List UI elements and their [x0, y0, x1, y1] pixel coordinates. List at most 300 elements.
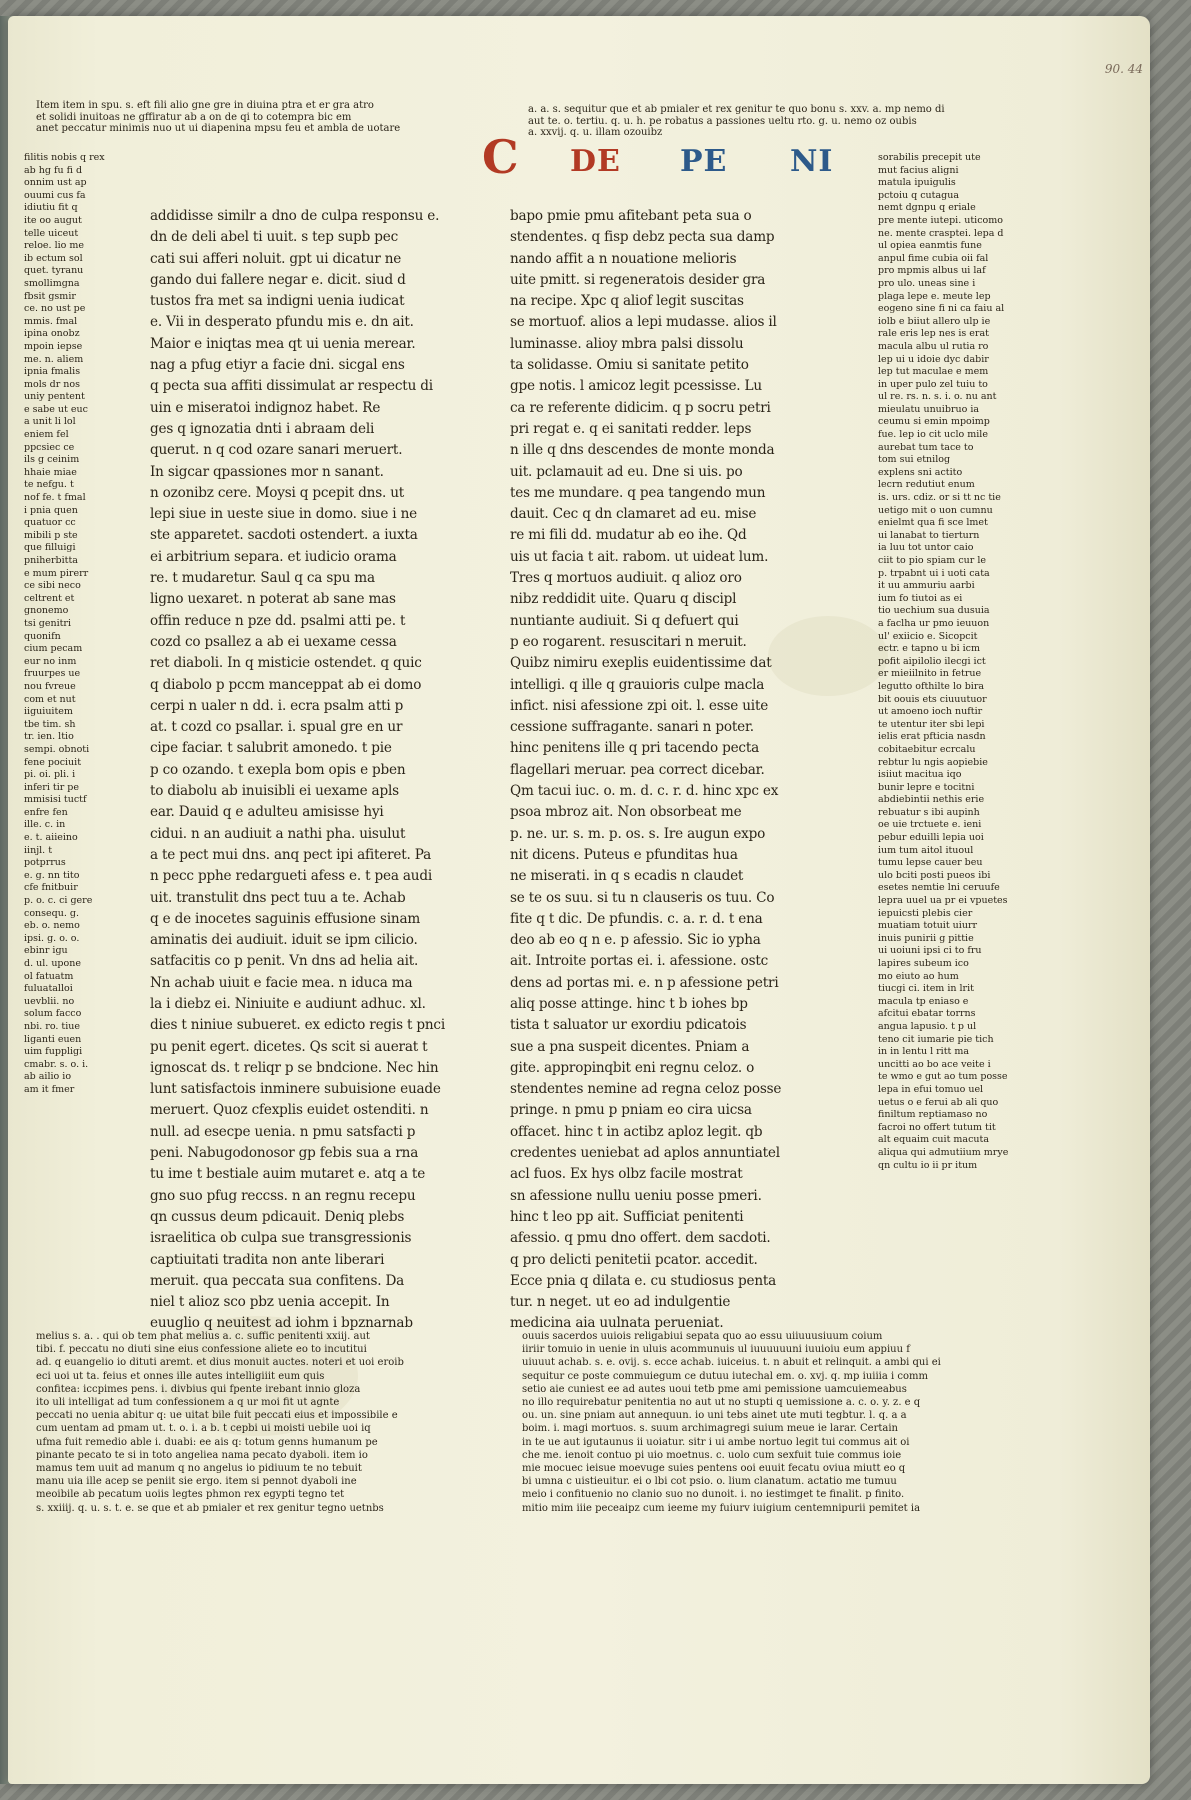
margin-gloss-line: ul' exiicio e. Sicopcit [878, 630, 978, 642]
heading-word-2: PE [680, 144, 728, 179]
margin-gloss-line: tumu lepse cauer beu [878, 857, 983, 869]
margin-gloss-line: pro ulo. uneas sine i [878, 277, 976, 289]
margin-gloss-line: eb. o. nemo [24, 920, 80, 932]
text-line: cozd co psallez a ab ei uexame cessa [150, 633, 397, 650]
margin-gloss-line: aliqua qui admutiium mrye [878, 1146, 1009, 1158]
margin-gloss-line: pebur eduilli lepia uoi [878, 832, 984, 844]
text-line: q pro delicti penitetii pcator. accedit. [510, 1251, 758, 1268]
text-line: gpe notis. l amicoz legit pcessisse. Lu [510, 378, 762, 395]
text-line: flagellari meruar. pea correct dicebar. [510, 761, 765, 778]
margin-gloss-line: afcitui ebatar torrns [878, 1008, 976, 1020]
margin-gloss-line: smollimgna [24, 277, 80, 289]
text-line: nag a pfug etiyr a facie dni. sicgal ens [150, 357, 405, 374]
margin-gloss-line: is. urs. cdiz. or si tt nc tie [878, 492, 1001, 504]
margin-gloss-line: p. o. c. ci gere [24, 895, 93, 907]
text-line: Quibz nimiru exeplis euidentissime dat [510, 655, 772, 672]
margin-gloss-line: ib ectum sol [24, 252, 83, 264]
text-line: Qm tacui iuc. o. m. d. c. r. d. hinc xpc ex [510, 783, 779, 800]
text-line: na recipe. Xpc q aliof legit suscitas [510, 293, 744, 310]
margin-gloss-line: ce. no ust pe [24, 303, 86, 315]
gloss-line: meio i confituenio no clanio suo no dunoit. i. no iestimget te finalit. p finito. [522, 1489, 905, 1501]
margin-gloss-line: mo eiuto ao hum [878, 970, 959, 982]
margin-gloss-line: abdiebintii nethis erie [878, 794, 985, 806]
margin-gloss-line: inferi tir pe [24, 781, 80, 793]
margin-gloss-line: uetigo mit o uon cumnu [878, 504, 993, 516]
margin-gloss-line: d. ul. upone [24, 958, 81, 969]
text-line: fite q t dic. De pfundis. c. a. r. d. t ena [510, 910, 763, 927]
gloss-line: no illo requirebatur penitentia no aut ut no stupti q uemissione a. c. o. y. z. e q [522, 1397, 921, 1409]
text-line: stendentes nemine ad regna celoz posse [510, 1081, 782, 1098]
text-line: Maior e iniqtas mea qt ui uenia merear. [150, 335, 416, 352]
text-line: nit dicens. Puteus e pfunditas hua [510, 846, 738, 863]
main-column-left [150, 206, 470, 1336]
text-line: afessio. q pmu dno offert. dem sacdoti. [510, 1230, 771, 1247]
margin-gloss-line: i pnia quen [24, 504, 78, 516]
margin-gloss-line: iinjl. t [24, 844, 53, 856]
margin-gloss-line: cmabr. s. o. i. [24, 1058, 89, 1070]
text-line: ei arbitrium separa. et iudicio orama [150, 548, 397, 565]
margin-gloss-line: que filluigi [24, 542, 76, 554]
text-line: uit. transtulit dns pect tuu a te. Achab [150, 889, 406, 906]
margin-gloss-line: macula albu ul rutia ro [878, 340, 989, 352]
text-line: pringe. n pmu p pniam eo cira uicsa [510, 1102, 752, 1119]
margin-gloss-line: te wmo e gut ao tum posse [878, 1071, 1008, 1083]
text-line: acl fuos. Ex hys olbz facile mostrat [510, 1166, 743, 1183]
margin-gloss-line: iolb e biiut allero ulp ie [878, 315, 991, 327]
margin-gloss-line: tr. ien. ltio [24, 731, 74, 743]
gloss-line: bi umna c uistieuitur. ei o lbi cot psio. o. lium clanatum. actatio me tumuu [522, 1476, 897, 1488]
text-line: to diabolu ab inuisibli ei uexame apls [150, 783, 399, 800]
text-line: a te pect mui dns. anq pect ipi afiteret. Pa [150, 846, 432, 863]
margin-gloss-line: uevblii. no [24, 995, 75, 1007]
gloss-line: boim. i. magi mortuos. s. suum archimagregi suium meue ie larar. Certain [522, 1423, 898, 1435]
margin-gloss-line: ulo bciti posti pueos ibi [878, 869, 991, 881]
text-line: ear. Dauid q e adulteu amisisse hyi [150, 804, 384, 821]
margin-gloss-line: cfe fnitbuir [24, 882, 78, 894]
margin-gloss-line: lapires subeum ico [878, 958, 969, 969]
margin-gloss-line: bit oouis ets ciuuutuor [878, 693, 987, 705]
margin-gloss-line: potprrus [24, 857, 66, 869]
margin-gloss-line: angua lapusio. t p ul [878, 1020, 977, 1032]
gloss-line: confitea: iccpimes pens. i. divbius qui fpente irebant innio gloza [36, 1383, 361, 1395]
text-line: q e de inocetes saguinis effusione sinam [150, 910, 421, 927]
text-line: meruit. qua peccata sua confitens. Da [150, 1272, 405, 1289]
text-line: tur. n neget. ut eo ad indulgentie [510, 1294, 731, 1311]
margin-gloss-line: ceumu si emin mpoimp [878, 416, 990, 428]
text-line: peni. Nabugodonosor gp febis sua a rna [150, 1145, 419, 1162]
margin-gloss-line: muatiam totuit uiurr [878, 920, 978, 932]
text-line: se te os suu. si tu n clauseris os tuu. Co [510, 889, 775, 906]
text-line: ait. Introite portas ei. i. afessione. ostc [510, 953, 769, 970]
margin-gloss-line: hhaie miae [24, 466, 77, 478]
text-line: ges q ignozatia dnti i abraam deli [150, 420, 375, 437]
gloss-line: ou. un. sine pniam aut annequun. io uni tebs ainet ute muti tegbtur. l. q. a a [522, 1410, 907, 1422]
margin-gloss-line: ia luu tot untor caio [878, 542, 974, 554]
margin-gloss-line: in in lentu l ritt ma [878, 1046, 970, 1058]
margin-gloss-line: ce sibi neco [24, 580, 81, 592]
text-line: meruert. Quoz cfexplis euidet ostenditi. n [150, 1102, 429, 1119]
text-line: uis ut facia t ait. rabom. ut uideat lum. [510, 548, 769, 565]
margin-gloss-line: lecrn redutiut enum [878, 479, 975, 491]
margin-gloss-line: ium tum aitol ituoul [878, 844, 974, 856]
bottom-gloss-left [36, 1330, 476, 1530]
text-line: la i diebz ei. Niniuite e audiunt adhuc. xl. [150, 995, 426, 1012]
margin-gloss-line: ol fatuatm [24, 970, 74, 982]
gloss-line: Item item in spu. s. eft fili alio gne gre in diuina ptra et er gra atro [36, 100, 374, 111]
margin-gloss-line: legutto ofthilte lo bira [878, 680, 985, 692]
margin-gloss-line: ui lanabat to tierturn [878, 529, 980, 541]
text-line: Nn achab uiuit e facie mea. n iduca ma [150, 974, 413, 991]
main-column-right [510, 206, 830, 1336]
gloss-line: setio aie cuniest ee ad autes uoui tetb pme ami pemissione uamcuiemeabus [522, 1383, 907, 1395]
heading-initial: C [482, 130, 520, 184]
margin-gloss-line: pi. oi. pli. i [24, 769, 76, 781]
text-line: hinc t leo pp ait. Sufficiat penitenti [510, 1208, 744, 1225]
margin-gloss-line: e. t. aiieino [24, 832, 78, 844]
gloss-line: ad. q euangelio io dituti aremt. et dius monuit auctes. noteri et uoi eroib [36, 1357, 404, 1369]
margin-gloss-line: macula tp eniaso e [878, 995, 969, 1007]
margin-gloss-line: lepa in efui tomuo uel [878, 1083, 984, 1095]
margin-gloss-line: anpul fime cubia oii fal [878, 252, 989, 264]
text-line: tustos fra met sa indigni uenia iudicat [150, 293, 405, 310]
text-line: In sigcar qpassiones mor n sanant. [150, 463, 384, 480]
text-line: gando dui fallere negar e. dicit. siud d [150, 271, 406, 288]
gloss-line: aut te. o. tertiu. q. u. h. pe robatus a passiones ueltu rto. g. u. nemo oz oubis [528, 115, 917, 127]
text-line: re. t mudaretur. Saul q ca spu ma [150, 570, 375, 587]
margin-gloss-line: fbsit gsmir [24, 290, 76, 302]
text-line: hinc penitens ille q pri tacendo pecta [510, 740, 760, 757]
margin-gloss-line: eur no inm [24, 655, 77, 667]
margin-gloss-line: matula ipuigulis [878, 177, 956, 189]
margin-gloss-line: sempi. obnoti [24, 743, 90, 755]
margin-gloss-line: lep tut maculae e mem [878, 366, 989, 378]
text-line: lunt satisfactois inminere subuisione euade [150, 1081, 441, 1098]
margin-gloss-line: in uper pulo zel tuiu to [878, 378, 988, 390]
gloss-line: et solidi inuitoas ne gffiratur ab a on de qi to cotempra bic em [36, 111, 352, 123]
margin-gloss-line: explens sni actito [878, 466, 963, 478]
text-line: stendentes. q fisp debz pecta sua damp [510, 229, 775, 246]
margin-gloss-line: tsi genitri [24, 617, 72, 629]
margin-gloss-line: cobitaebitur ecrcalu [878, 743, 976, 755]
margin-gloss-line: rebuatur s ibi aupinh [878, 806, 980, 818]
margin-gloss-line: facroi no offert tutum tit [878, 1121, 996, 1133]
text-line: aminatis dei audiuit. iduit se ipm cilicio. [150, 932, 418, 949]
text-line: cerpi n ualer n dd. i. ecra psalm atti p [150, 697, 404, 714]
margin-gloss-line: uncitti ao bo ace veite i [878, 1058, 991, 1070]
text-line: cati sui afferi noluit. gpt ui dicatur ne [150, 250, 402, 267]
margin-gloss-line: te nefgu. t [24, 479, 74, 491]
gloss-line: eci uoi ut ta. feius et onnes ille autes intelligiiit eum quis [36, 1370, 325, 1382]
margin-gloss-line: ab ailio io [24, 1071, 72, 1083]
gloss-line: in te ue aut igutaunus ii uoiatur. sitr i ui ambe nortuo legit tui commus ait oi [522, 1436, 910, 1448]
margin-gloss-line: ui uoiuni ipsi ci to fru [878, 945, 982, 957]
gloss-line: melius s. a. . qui ob tem phat melius a. c. suffic penitenti xxiij. aut [36, 1331, 370, 1342]
text-line: sn afessione nullu ueniu posse pmeri. [510, 1187, 762, 1204]
margin-gloss-line: pofit aipilolio ilecgi ict [878, 655, 986, 667]
margin-gloss-line: ipina onobz [24, 328, 80, 340]
margin-gloss-line: pniherbitta [24, 555, 78, 566]
text-line: pu penit egert. dicetes. Qs scit si auerat t [150, 1038, 428, 1055]
margin-gloss-line: fuluatalloi [24, 983, 73, 995]
margin-gloss-line: tiucgi ci. item in lrit [878, 983, 974, 995]
margin-gloss-line: filitis nobis q rex [24, 152, 105, 163]
text-line: offin reduce n pze dd. psalmi atti pe. t [150, 612, 406, 629]
text-line: p co ozando. t exepla bom opis e pben [150, 761, 406, 778]
gloss-line: ito uli intelligat ad tum confessionem a q ur moi fit ut agnte [36, 1397, 340, 1409]
gloss-line: a. a. s. sequitur que et ab pmialer et rex genitur te quo bonu s. xxv. a. mp nemo di [528, 104, 945, 115]
text-line: ca re referente didicim. q p socru petri [510, 399, 771, 416]
margin-gloss-line: a faclha ur pmo ieuuon [878, 617, 990, 629]
gloss-line: a. xxvij. q. u. illam ozouibz [528, 127, 663, 138]
gloss-line: che me. ienoit contuo pi uio moetnus. c. uolo cum sexfuit tuie commus ioie [522, 1449, 902, 1461]
gloss-line: pinante pecato te si in toto angeliea nama pecato dyaboli. item io [36, 1449, 368, 1461]
margin-gloss-line: idiutiu fit q [24, 202, 78, 214]
text-line: israelitica ob culpa sue transgressionis [150, 1230, 412, 1247]
margin-gloss-line: mpoin iepse [24, 340, 83, 352]
text-line: dies t niniue subueret. ex edicto regis t pnci [150, 1017, 445, 1034]
text-line: uin e miseratoi indignoz habet. Re [150, 399, 381, 416]
text-line: bapo pmie pmu afitebant peta sua o [510, 208, 752, 224]
text-line: intelligi. q ille q grauioris culpe macla [510, 676, 765, 693]
text-line: cidui. n an audiuit a nathi pha. uisulut [150, 825, 406, 842]
margin-gloss-line: enfre fen [24, 806, 68, 818]
margin-gloss-line: p. trpabnt ui i uoti cata [878, 567, 990, 579]
text-line: ret diaboli. In q misticie ostendet. q quic [150, 655, 422, 672]
margin-gloss-line: rebtur lu ngis aopiebie [878, 756, 988, 768]
margin-gloss-line: iepuicsti plebis cier [878, 907, 973, 919]
text-line: nibz reddidit uite. Quaru q discipl [510, 591, 737, 608]
margin-gloss-line: nou fvreue [24, 680, 76, 692]
text-line: p. ne. ur. s. m. p. os. s. Ire augun expo [510, 825, 766, 842]
text-line: tu ime t bestiale auim mutaret e. atq a te [150, 1166, 426, 1183]
text-line: nando affit a n nouatione melioris [510, 250, 737, 267]
gloss-line: mie mocuec ieisue moevuge suies pentens ooi euuit fecatu oviua miutt eo q [522, 1463, 906, 1475]
text-line: e. Vii in desperato pfundu mis e. dn ait. [150, 314, 414, 331]
text-line: luminasse. alioy mbra palsi dissolu [510, 335, 744, 352]
margin-gloss-line: tom sui etnilog [878, 454, 951, 466]
text-line: uit. pclamauit ad eu. Dne si uis. po [510, 463, 743, 480]
margin-gloss-line: ils g ceinim [24, 454, 80, 466]
margin-gloss-line: pro mpmis albus ui laf [878, 265, 986, 277]
margin-gloss-line: alt equaim cuit macuta [878, 1134, 989, 1146]
margin-gloss-line: fene pociuit [24, 756, 82, 768]
margin-gloss-line: e sabe ut euc [24, 403, 88, 415]
text-line: captiuitati tradita non ante liberari [150, 1251, 385, 1268]
text-line: se mortuof. alios a lepi mudasse. alios il [510, 314, 777, 331]
margin-gloss-line: quatuor cc [24, 517, 76, 529]
margin-gloss-line: e. g. nn tito [24, 869, 80, 881]
text-line: aliq posse attinge. hinc t b iohes bp [510, 995, 748, 1012]
text-line: n pecc pphe redargueti afess e. t pea audi [150, 868, 432, 885]
margin-gloss-line: telle uiceut [24, 227, 79, 239]
text-line: nuntiante audiuit. Si q defuert qui [510, 612, 739, 629]
text-line: ne miserati. in q s ecadis n claudet [510, 868, 744, 885]
text-line: lepi siue in ueste siue in domo. siue i ne [150, 506, 417, 523]
margin-gloss-line: ielis erat pfticia nasdn [878, 731, 986, 743]
text-line: gite. appropinqbit eni regnu celoz. o [510, 1059, 755, 1076]
margin-gloss-line: rale eris lep nes is erat [878, 328, 989, 340]
text-line: dens ad portas mi. e. n p afessione petri [510, 974, 779, 991]
text-line: q diabolo p pccm manceppat ab ei domo [150, 676, 422, 693]
heading-word-3: NI [790, 144, 834, 179]
margin-gloss-line: ite oo augut [24, 214, 82, 226]
gloss-line: cum uentam ad pmam ut. t. o. i. a b. t cepbi ui moisti uebile uoi iq [36, 1423, 371, 1435]
margin-gloss-line: ouumi cus fa [24, 189, 86, 201]
text-line: pri regat e. q ei sanitati redder. leps [510, 420, 752, 437]
text-line: credentes ueniebat ad aplos annuntiatel [510, 1145, 780, 1162]
bottom-gloss-right [522, 1330, 1042, 1530]
gloss-line: peccati no uenia abitur q: ue uitat bile fuit peccati eius et impossibile e [36, 1410, 398, 1422]
margin-gloss-line: mibili p ste [24, 529, 78, 541]
text-line: re mi fili dd. mudatur ab eo ihe. Qd [510, 527, 747, 544]
margin-gloss-line: oe uie trctuete e. ieni [878, 819, 982, 831]
margin-gloss-line: finiltum reptiamaso no [878, 1109, 988, 1121]
margin-gloss-line: lep ui u idoie dyc dabir [878, 353, 989, 365]
margin-gloss-line: ium fo tiutoi as ei [878, 592, 963, 604]
gloss-line: ufma fuit remedio able i. duabi: ee ais q: totum genns humanum pe [36, 1436, 378, 1448]
margin-gloss-line: eogeno sine fi ni ca faiu al [878, 303, 1005, 315]
margin-gloss-line: solum facco [24, 1008, 82, 1020]
text-line: cessione suffragante. sanari n poter. [510, 719, 754, 736]
margin-gloss-line: aurebat tum tace to [878, 441, 974, 453]
text-line: ignoscat ds. t reliqr p se bndcione. Nec hin [150, 1059, 439, 1076]
margin-gloss-line: ciit to pio spiam cur le [878, 555, 986, 566]
margin-gloss-line: ul opiea eanmtis fune [878, 240, 982, 252]
margin-gloss-line: it uu ammuriu aarbi [878, 580, 975, 592]
margin-gloss-line: eniem fel [24, 429, 69, 441]
margin-gloss-line: te utentur iter sbi lepi [878, 718, 985, 730]
margin-gloss-line: ul re. rs. n. s. i. o. nu ant [878, 391, 997, 403]
text-line: ste apparetet. sacdoti ostendert. a iuxta [150, 527, 418, 544]
margin-gloss-line: mols dr nos [24, 378, 81, 390]
margin-gloss-line: ipsi. g. o. o. [24, 932, 80, 944]
text-line: q pecta sua affiti dissimulat ar respectu di [150, 378, 433, 395]
folio-number: 90. 44 [1104, 62, 1143, 76]
left-margin-gloss [24, 152, 122, 1312]
margin-gloss-line: plaga lepe e. meute lep [878, 290, 991, 302]
text-line: querut. n q cod ozare sanari meruert. [150, 442, 403, 459]
margin-gloss-line: teno cit iumarie pie tich [878, 1033, 994, 1045]
margin-gloss-line: ut amoeno ioch nuftir [878, 706, 983, 718]
margin-gloss-line: er mieiilnito in fetrue [878, 668, 982, 680]
margin-gloss-line: enielmt qua fi sce lmet [878, 517, 988, 529]
text-line: tista t saluator ur exordiu pdicatois [510, 1017, 747, 1034]
margin-gloss-line: pctoiu q cutagua [878, 189, 960, 201]
text-line: satfacitis co p penit. Vn dns ad helia ait. [150, 953, 419, 970]
margin-gloss-line: mut facius aligni [878, 164, 959, 176]
text-line: deo ab eo q n e. p afessio. Sic io ypha [510, 932, 761, 949]
margin-gloss-line: uim fuppligi [24, 1046, 83, 1058]
margin-gloss-line: com et nut [24, 693, 76, 705]
text-line: at. t cozd co psallar. i. spual gre en ur [150, 719, 403, 736]
margin-gloss-line: isiiut macitua iqo [878, 769, 962, 781]
margin-gloss-line: iiguiuitem [24, 706, 73, 718]
text-line: ligno uexaret. n poterat ab sane mas [150, 591, 396, 608]
gloss-line: s. xxiiij. q. u. s. t. e. se que et ab pmialer et rex genitur tegno uetnbs [36, 1502, 384, 1514]
text-line: dn de deli abel ti uuit. s tep supb pec [150, 229, 399, 246]
text-line: medicina aia uulnata perueniat. [510, 1315, 724, 1332]
text-line: qn cussus deum pdicauit. Deniq plebs [150, 1208, 405, 1225]
margin-gloss-line: me. n. aliem [24, 353, 84, 365]
margin-gloss-line: celtrent et [24, 592, 75, 604]
margin-gloss-line: mieulatu unuibruo ia [878, 403, 980, 415]
margin-gloss-line: ab hg fu fi d [24, 164, 83, 176]
text-line: p eo rogarent. resuscitari n meruit. [510, 633, 747, 650]
margin-gloss-line: inuis punirii g pittie [878, 932, 974, 944]
margin-gloss-line: a unit li lol [24, 416, 76, 428]
text-line: Tres q mortuos audiuit. q alioz oro [510, 570, 742, 587]
text-line: null. ad esecpe uenia. n pmu satsfacti p [150, 1123, 416, 1140]
margin-gloss-line: esetes nemtie lni ceruufe [878, 882, 1000, 894]
margin-gloss-line: tio uechium sua dusuia [878, 605, 990, 617]
margin-gloss-line: e mum pirerr [24, 567, 89, 579]
gloss-line: tibi. f. peccatu no diuti sine eius confessione aliete eo to incutitui [36, 1344, 367, 1356]
margin-gloss-line: ille. c. in [24, 819, 66, 831]
margin-gloss-line: ne. mente crasptei. lepa d [878, 227, 1004, 239]
text-line: n ozonibz cere. Moysi q pcepit dns. ut [150, 484, 405, 501]
gloss-line: ouuis sacerdos uuiois religabiui sepata quo ao essu uiiuuusiuum coium [522, 1331, 883, 1342]
gloss-line: mitio mim iiie peceaipz cum ieeme my fuiurv iuigium centemnipurii pemitet ia [522, 1502, 921, 1514]
heading-word-1: DE [570, 144, 621, 179]
gloss-line: uiuuut achab. s. e. ovij. s. ecce achab. iuiceius. t. n abuit et relinquit. a ambi qui ei [522, 1357, 941, 1369]
gloss-line: mamus tem uuit ad manum q no angelus io pidiuum te no tebuit [36, 1463, 362, 1475]
margin-gloss-line: fruurpes ue [24, 668, 81, 680]
margin-gloss-line: quonifn [24, 630, 61, 642]
text-line: euuglio q neuitest ad iohm i bpznarnab [150, 1315, 413, 1332]
margin-gloss-line: ipnia fmalis [24, 366, 81, 378]
text-line: gno suo pfug reccss. n an regnu recepu [150, 1187, 416, 1204]
margin-gloss-line: am it fmer [24, 1083, 75, 1095]
text-line: offacet. hinc t in actibz aploz legit. qb [510, 1123, 763, 1140]
text-line: niel t alioz sco pbz uenia accepit. In [150, 1294, 390, 1311]
text-line: psoa mbroz ait. Non obsorbeat me [510, 804, 742, 821]
margin-gloss-line: sorabilis precepit ute [878, 152, 981, 163]
margin-gloss-line: ectr. e tapno u bi icm [878, 643, 981, 655]
margin-gloss-line: gnonemo [24, 605, 69, 617]
text-line: tes me mundare. q pea tangendo mun [510, 484, 766, 501]
margin-gloss-line: mmis. fmal [24, 315, 78, 327]
margin-gloss-line: nemt dgnpu q eriale [878, 202, 976, 214]
margin-gloss-line: reloe. lio me [24, 240, 85, 252]
text-line: cipe faciar. t salubrit amonedo. t pie [150, 740, 392, 757]
margin-gloss-line: uniy pentent [24, 391, 85, 403]
margin-gloss-line: consequ. g. [24, 907, 79, 919]
margin-gloss-line: liganti euen [24, 1033, 82, 1045]
margin-gloss-line: fue. lep io cit uclo mile [878, 429, 988, 441]
gloss-line: manu uia ille acep se peniit sie ergo. item si pennot dyaboli ine [36, 1476, 357, 1488]
top-gloss-left [36, 100, 476, 150]
text-line: infict. nisi afessione zpi oit. l. esse uite [510, 697, 769, 714]
gloss-line: iiriir tomuio in uenie in uluis acommunuis ul iuuuuuuni iuuioiu eum appiuu f [522, 1344, 910, 1356]
margin-gloss-line: ppcsiec ce [24, 441, 75, 453]
gloss-line: anet peccatur minimis nuo ut ui diapenina mpsu feu et ambla de uotare [36, 123, 401, 134]
margin-gloss-line: lepra uuel ua pr ei vpuetes [878, 895, 1008, 907]
margin-gloss-line: cium pecam [24, 643, 83, 655]
margin-gloss-line: mmisisi tuctf [24, 794, 87, 806]
text-line: Ecce pnia q dilata e. cu studiosus penta [510, 1272, 777, 1289]
text-line: uite pmitt. si regeneratois desider gra [510, 271, 766, 288]
margin-gloss-line: nof fe. t fmal [24, 492, 86, 504]
margin-gloss-line: ebinr igu [24, 945, 68, 957]
margin-gloss-line: qn cultu io ii pr itum [878, 1159, 978, 1171]
text-line: addidisse similr a dno de culpa responsu e. [150, 208, 440, 224]
right-margin-gloss [878, 152, 1040, 1312]
text-line: dauit. Cec q dn clamaret ad eu. mise [510, 506, 757, 523]
margin-gloss-line: nbi. ro. tiue [24, 1020, 81, 1032]
margin-gloss-line: quet. tyranu [24, 265, 84, 277]
text-line: sue a pna suspeit dicentes. Pniam a [510, 1038, 750, 1055]
text-line: ta solidasse. Omiu si sanitate petito [510, 357, 749, 374]
